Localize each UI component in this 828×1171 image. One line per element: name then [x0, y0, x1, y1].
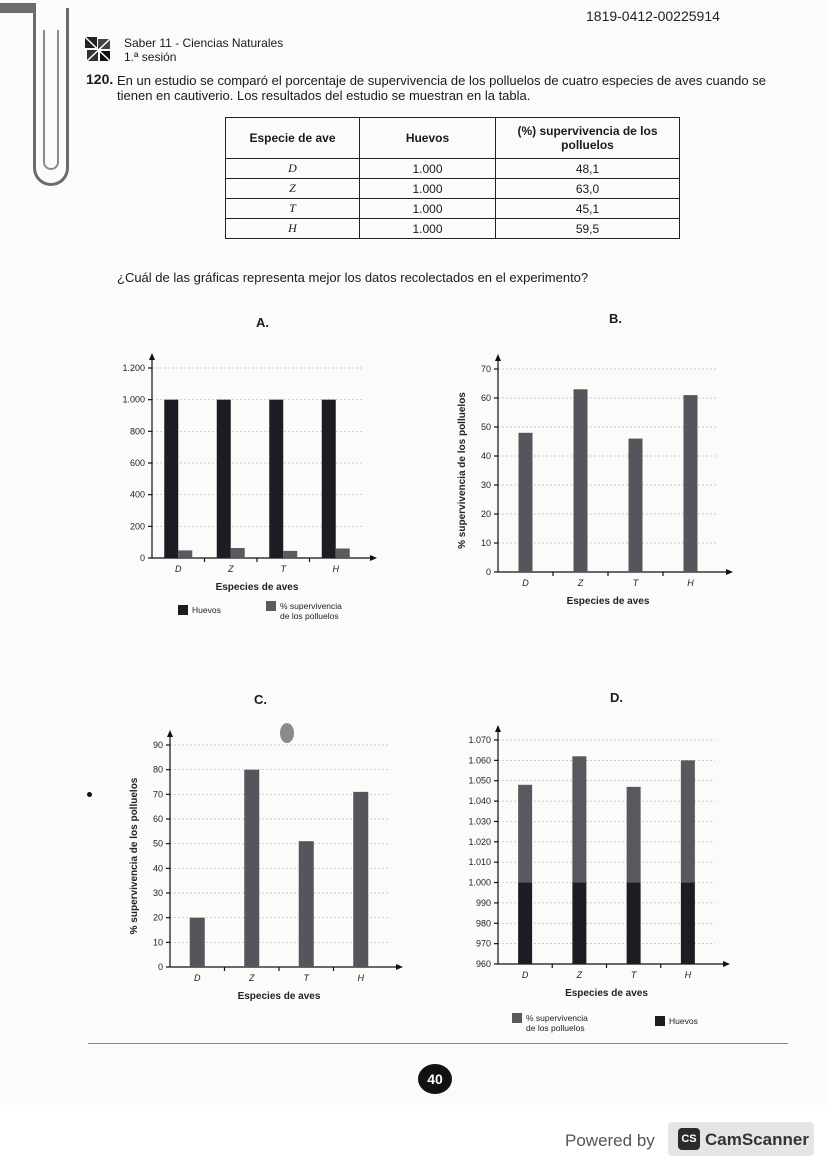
- bar: [572, 756, 586, 882]
- y-axis-arrow: [495, 354, 501, 361]
- camscanner-icon: CS: [678, 1128, 700, 1150]
- camscanner-brand: CamScanner: [705, 1130, 809, 1149]
- y-tick-label: 90: [152, 740, 163, 750]
- bar: [574, 389, 588, 572]
- y-tick-label: 70: [480, 364, 491, 374]
- x-tick-label: T: [303, 973, 309, 983]
- x-tick-label: D: [522, 578, 529, 588]
- table-cell-eggs: 1.000: [360, 179, 496, 199]
- y-tick-label: 30: [152, 888, 163, 898]
- x-tick-label: T: [630, 970, 637, 980]
- bar: [299, 841, 314, 967]
- chart-option-a: [100, 348, 400, 633]
- corner-mark: [0, 3, 36, 13]
- y-tick-label: 1.010: [468, 857, 491, 868]
- bar: [684, 395, 698, 572]
- y-tick-label: 0: [139, 553, 145, 563]
- bar: [178, 550, 192, 558]
- y-tick-label: 20: [480, 509, 491, 519]
- bar: [244, 770, 259, 967]
- y-tick-label: 980: [475, 918, 491, 929]
- y-tick-label: 970: [475, 938, 491, 949]
- bar: [519, 433, 533, 572]
- x-tick-label: H: [684, 970, 692, 980]
- table-header-row: [226, 118, 680, 159]
- exam-session: 1.ª sesión: [124, 50, 177, 64]
- y-tick-label: 1.070: [468, 735, 491, 745]
- y-tick-label: 70: [152, 789, 163, 800]
- table-row: [226, 199, 680, 219]
- y-tick-label: 10: [480, 538, 491, 548]
- y-tick-label: 1.030: [468, 816, 491, 827]
- table-header-survival: (%) supervivencia de los polluelos: [496, 118, 680, 159]
- x-tick-label: Z: [576, 970, 583, 980]
- table-row: [226, 159, 680, 179]
- legend-label: % supervivencia: [280, 601, 342, 611]
- y-tick-label: 30: [480, 480, 491, 490]
- table-cell-survival: 48,1: [496, 159, 680, 179]
- y-tick-label: 960: [475, 959, 491, 969]
- y-tick-label: 1.050: [468, 775, 491, 786]
- x-tick-label: T: [280, 564, 286, 574]
- bar: [627, 883, 641, 964]
- option-d-label: D.: [610, 690, 623, 705]
- bar: [190, 918, 205, 967]
- x-axis-title: Especies de aves: [215, 582, 299, 593]
- table-cell-species: T: [226, 199, 360, 219]
- y-tick-label: 50: [480, 422, 491, 432]
- x-tick-label: H: [687, 578, 694, 588]
- table-row: [226, 219, 680, 239]
- document-code: 1819-0412-00225914: [586, 8, 720, 24]
- y-tick-label: 20: [152, 912, 163, 923]
- bar: [336, 549, 350, 559]
- table-cell-eggs: 1.000: [360, 199, 496, 219]
- legend-swatch: [178, 605, 188, 615]
- y-tick-label: 1.020: [468, 836, 491, 847]
- x-axis-arrow: [723, 961, 730, 967]
- bar: [353, 792, 368, 967]
- bar: [231, 548, 245, 558]
- table-cell-survival: 45,1: [496, 199, 680, 219]
- paper-clip-inner: [43, 30, 59, 170]
- table-cell-species: H: [226, 219, 360, 239]
- bar: [518, 883, 532, 964]
- table-header-species: Especie de ave: [226, 118, 360, 159]
- legend-label: de los polluelos: [526, 1023, 585, 1033]
- question-number: 120.: [86, 71, 114, 87]
- y-tick-label: 1.060: [468, 755, 491, 766]
- y-tick-label: 50: [152, 838, 163, 849]
- icfes-logo-icon: [83, 35, 113, 63]
- bar: [217, 400, 231, 558]
- bar: [681, 883, 695, 964]
- legend-label: Huevos: [669, 1016, 698, 1026]
- y-axis-arrow: [167, 730, 173, 737]
- legend-swatch: [266, 601, 276, 611]
- y-tick-label: 800: [129, 426, 145, 437]
- y-tick-label: 600: [129, 458, 145, 468]
- bar: [518, 785, 532, 883]
- x-axis-arrow: [726, 569, 733, 575]
- bar: [681, 760, 695, 882]
- x-tick-label: D: [521, 970, 529, 980]
- y-tick-label: 60: [480, 393, 491, 403]
- bar: [283, 551, 297, 558]
- x-axis-title: Especies de aves: [237, 991, 321, 1002]
- bar: [627, 787, 641, 883]
- x-axis-title: Especies de aves: [566, 596, 650, 607]
- legend-label: Huevos: [192, 605, 221, 615]
- chart-option-c: [110, 730, 410, 1015]
- bar: [572, 883, 586, 964]
- y-tick-label: 990: [475, 897, 491, 908]
- y-tick-label: 1.040: [468, 796, 491, 807]
- x-tick-label: H: [332, 564, 339, 574]
- exam-title: Saber 11 - Ciencias Naturales: [124, 36, 284, 50]
- y-axis-title: % supervivencia de los polluelos: [457, 392, 468, 549]
- results-table: [225, 117, 680, 239]
- x-tick-label: Z: [228, 564, 234, 574]
- ink-dot: [87, 792, 92, 797]
- y-tick-label: 10: [152, 937, 163, 948]
- chart-option-b: [450, 352, 740, 607]
- y-tick-label: 0: [485, 567, 491, 577]
- y-tick-label: 1.200: [122, 363, 145, 373]
- bar: [322, 400, 336, 558]
- question-text: En un estudio se comparó el porcentaje de supervivencia de los polluelos de cuatro especies de aves cuando se tienen en cautiverio. Los resultados del estudio se muestran en la tabla.: [117, 73, 766, 103]
- option-a-label: A.: [256, 315, 269, 330]
- table-cell-eggs: 1.000: [360, 159, 496, 179]
- y-axis-arrow: [149, 353, 155, 360]
- x-axis-arrow: [396, 964, 403, 970]
- legend-label: % supervivencia: [526, 1013, 588, 1023]
- table-cell-species: Z: [226, 179, 360, 199]
- table-cell-eggs: 1.000: [360, 219, 496, 239]
- page-number: 40: [418, 1064, 452, 1094]
- x-axis-arrow: [370, 555, 377, 561]
- powered-by-label: Powered by: [565, 1131, 655, 1150]
- x-tick-label: Z: [249, 973, 255, 983]
- chart-option-d: [450, 728, 740, 1038]
- table-header-eggs: Huevos: [360, 118, 496, 159]
- table-cell-species: D: [226, 159, 360, 179]
- y-tick-label: 200: [129, 521, 145, 532]
- y-tick-label: 40: [152, 863, 163, 874]
- y-tick-label: 0: [157, 962, 163, 972]
- x-tick-label: D: [194, 973, 201, 983]
- legend-swatch: [512, 1013, 522, 1023]
- legend-swatch: [655, 1016, 665, 1026]
- x-tick-label: Z: [577, 578, 584, 588]
- y-tick-label: 1.000: [122, 394, 145, 405]
- x-tick-label: D: [175, 564, 182, 574]
- table-row: [226, 179, 680, 199]
- table-cell-survival: 59,5: [496, 219, 680, 239]
- x-axis-title: Especies de aves: [565, 988, 648, 999]
- ink-smudge: [280, 723, 294, 743]
- option-b-label: B.: [609, 311, 622, 326]
- bar: [269, 400, 283, 558]
- table-cell-survival: 63,0: [496, 179, 680, 199]
- option-c-label: C.: [254, 692, 267, 707]
- question-prompt: ¿Cuál de las gráficas representa mejor los datos recolectados en el experimento?: [117, 270, 589, 285]
- y-tick-label: 40: [480, 451, 491, 461]
- page-bottom-rule: [88, 1043, 788, 1044]
- x-tick-label: H: [357, 973, 364, 983]
- y-tick-label: 400: [129, 489, 145, 500]
- y-tick-label: 60: [152, 814, 163, 824]
- legend-label: de los polluelos: [280, 611, 339, 621]
- y-axis-title: % supervivencia de los polluelos: [129, 777, 140, 935]
- y-tick-label: 80: [152, 764, 163, 775]
- bar: [629, 439, 643, 572]
- y-tick-label: 1.000: [468, 877, 491, 888]
- x-tick-label: T: [632, 578, 639, 588]
- bar: [164, 400, 178, 558]
